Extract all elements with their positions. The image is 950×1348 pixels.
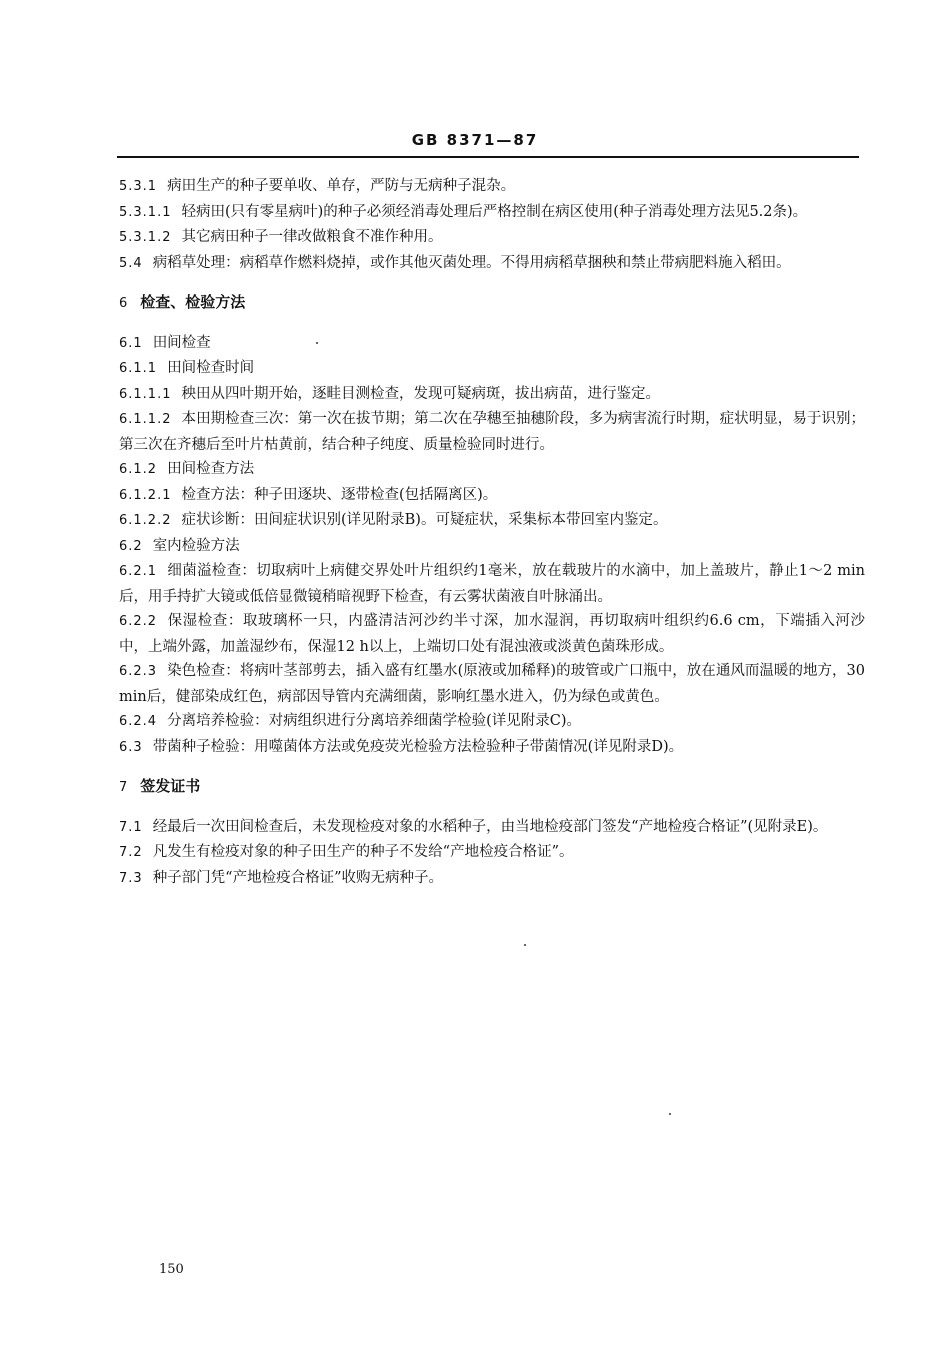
clause-text: 本田期检查三次：第一次在拔节期；第二次在孕穗至抽穗阶段，多为病害流行时期，症状明显，易于识别；第三次在齐穗后至叶片枯黄前，结合种子纯度、质量检验同时进行。 [119, 411, 865, 453]
section-number: 6 [119, 296, 129, 311]
clause-number: 6.3 [119, 739, 143, 755]
page-number: 150 [159, 1262, 184, 1277]
clause-6-1-1 [119, 356, 865, 382]
clause-number: 6.2.1 [119, 564, 158, 579]
clause-5-3-1-1 [119, 200, 865, 226]
clause-text: 经最后一次田间检查后，未发现检疫对象的水稻种子，由当地检疫部门签发“产地检疫合格证”(见附录E)。 [152, 818, 828, 835]
clause-text: 分离培养检验：对病组织进行分离培养细菌学检验(详见附录C)。 [167, 713, 581, 729]
clause-number: 6.1.1.1 [119, 386, 172, 402]
clause-7-1 [119, 815, 865, 841]
section-title: 检查、检验方法 [140, 293, 246, 311]
section-6-heading [119, 290, 865, 317]
standard-code-header: GB 8371—87 [411, 131, 539, 149]
clause-number: 5.4 [119, 255, 143, 271]
clause-6-1-1-1 [119, 382, 865, 408]
clause-6-2-4 [119, 709, 865, 735]
clause-text: 凡发生有检疫对象的种子田生产的种子不发给“产地检疫合格证”。 [152, 844, 574, 860]
clause-text: 带菌种子检验：用噬菌体方法或免疫荧光检验方法检验种子带菌情况(详见附录D)。 [152, 738, 684, 755]
clause-number: 7.2 [119, 845, 143, 860]
clause-text: 田间检查 [152, 334, 211, 351]
clause-text: 轻病田(只有零星病叶)的种子必须经消毒处理后严格控制在病区使用(种子消毒处理方法见5.2条)。 [181, 203, 808, 220]
section-number: 7 [119, 780, 129, 795]
clause-6-1-2 [119, 457, 865, 483]
clause-number: 5.3.1.2 [119, 230, 172, 245]
clause-5-3-1 [119, 174, 865, 200]
clause-number: 6.2.2 [119, 614, 158, 629]
clause-number: 6.1.1 [119, 361, 158, 376]
clause-6-2 [119, 534, 865, 560]
clause-text: 田间检查时间 [167, 360, 255, 376]
clause-6-1-2-1 [119, 483, 865, 509]
clause-number: 6.2.4 [119, 714, 158, 729]
clause-number: 6.2.3 [119, 664, 158, 679]
clause-6-2-2 [119, 609, 865, 659]
clause-number: 7.1 [119, 819, 143, 835]
section-title: 签发证书 [140, 777, 201, 795]
clause-number: 6.1.2.2 [119, 513, 172, 528]
clause-text: 其它病田种子一律改做粮食不准作种用。 [181, 229, 443, 245]
header-rule [117, 156, 859, 158]
clause-text: 病田生产的种子要单收、单存，严防与无病种子混杂。 [167, 178, 516, 194]
scan-speck [669, 1113, 671, 1115]
scan-speck [524, 944, 526, 946]
clause-number: 6.1.2 [119, 462, 158, 477]
clause-text: 室内检验方法 [152, 537, 240, 554]
scan-speck [316, 342, 318, 344]
clause-text: 症状诊断：田间症状识别(详见附录B)。可疑症状，采集标本带回室内鉴定。 [181, 512, 668, 528]
clause-text: 检查方法：种子田逐块、逐带检查(包括隔离区)。 [181, 486, 498, 503]
clause-number: 6.1.2.1 [119, 487, 172, 503]
clause-text: 种子部门凭“产地检疫合格证”收购无病种子。 [152, 869, 444, 886]
clause-text: 秧田从四叶期开始，逐畦目测检查，发现可疑病斑，拔出病苗，进行鉴定。 [181, 385, 660, 402]
clause-text: 细菌溢检查：切取病叶上病健交界处叶片组织约1毫米，放在载玻片的水滴中，加上盖玻片，静止1～2 min后，用手持扩大镜或低倍显微镜稍暗视野下检查，有云雾状菌液自叶脉涌出。 [119, 563, 865, 605]
clause-number: 5.3.1 [119, 179, 158, 194]
clause-6-2-1 [119, 559, 865, 609]
clause-number: 5.3.1.1 [119, 204, 172, 220]
clause-7-2 [119, 840, 865, 866]
clause-number: 6.1.1.2 [119, 412, 172, 427]
clause-text: 染色检查：将病叶茎部剪去，插入盛有红墨水(原液或加稀释)的玻管或广口瓶中，放在通风而温暖的地方，30 min后，健部染成红色，病部因导管内充满细菌，影响红墨水进入，仍为绿色或黄色。 [119, 663, 865, 705]
clause-number: 6.1 [119, 335, 143, 351]
section-7-heading [119, 774, 865, 801]
clause-number: 7.3 [119, 870, 143, 886]
clause-6-1 [119, 331, 865, 357]
clause-text: 田间检查方法 [167, 461, 255, 477]
clause-5-3-1-2 [119, 225, 865, 251]
clause-6-2-3 [119, 659, 865, 709]
document-body [119, 174, 865, 891]
clause-6-1-1-2 [119, 407, 865, 457]
clause-text: 保湿检查：取玻璃杯一只，内盛清洁河沙约半寸深，加水湿润，再切取病叶组织约6.6 cm，下端插入河沙中，上端外露，加盖湿纱布，保湿12 h以上，上端切口处有混浊液或淡黄色菌珠形成。 [119, 613, 865, 655]
clause-6-3 [119, 735, 865, 761]
clause-number: 6.2 [119, 538, 143, 554]
clause-text: 病稻草处理：病稻草作燃料烧掉，或作其他灭菌处理。不得用病稻草捆秧和禁止带病肥料施入稻田。 [152, 254, 791, 271]
clause-5-4 [119, 251, 865, 277]
clause-7-3 [119, 866, 865, 892]
clause-6-1-2-2 [119, 508, 865, 534]
